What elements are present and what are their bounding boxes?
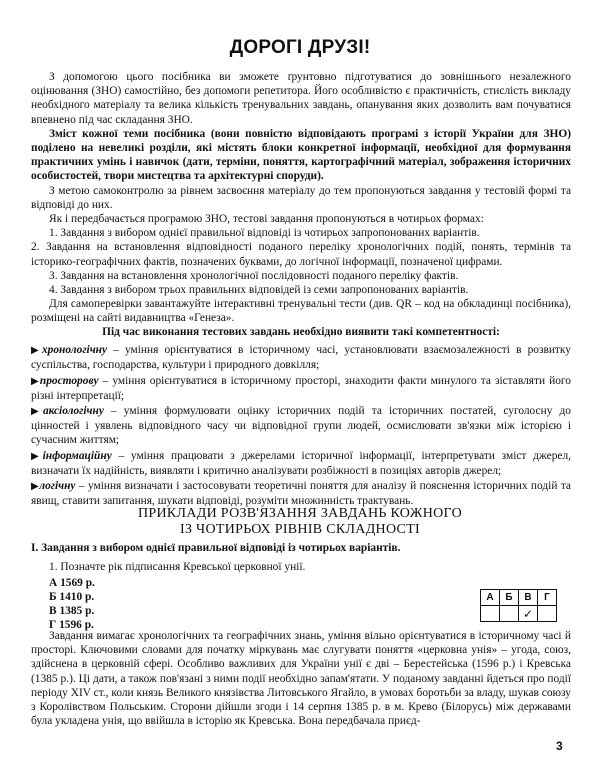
answer-grid [480,589,557,622]
answer-cell [538,606,557,622]
option-a: А 1569 р. [49,577,95,589]
competency-item: ▶інформаційну – уміння працювати з джерелами історичної інформації, інтерпретувати зміст джерел, визначати їх надійність, виявляти і критично аналізувати розбіжності в позиціях авторів джерел; [31,449,571,477]
intro-paragraph-4: Як і передбачається програмою ЗНО, тестові завдання пропонуються в чотирьох формах: [49,213,484,226]
intro-paragraph-3: З метою самоконтролю за рівнем засвоєння матеріалу до тем пропонуються завдання у тестовій формі та відповіді до них. [31,184,571,211]
grid-header-cell: Г [538,590,557,606]
intro-paragraph-1: З допомогою цього посібника ви зможете ґрунтовно підготуватися до зовнішнього незалежного оцінювання (ЗНО) самостійно, без допомоги репетитора. Його особливістю є практичність, стислість викладу необхідного матеріалу та велика кількість тренувальних завдань, опанування яких дозволить вам почуватися впевнено під час складання ЗНО. [31,71,571,126]
examples-title-line-1: ПРИКЛАДИ РОЗВ'ЯЗАННЯ ЗАВДАНЬ КОЖНОГО [138,506,462,521]
intro-section [31,70,571,326]
option-d: Г 1596 р. [49,619,94,631]
examples-title-line-2: ІЗ ЧОТИРЬОХ РІВНІВ СКЛАДНОСТІ [179,522,421,537]
competency-item: ▶хронологічну – уміння орієнтуватися в історичному часі, установлювати взаємозалежності в розвитку суспільства, господарства, культури і природного довкілля; [31,344,571,372]
competencies-heading: Під час виконання тестових завдань необхідно виявити такі компетентності: [102,326,500,338]
form-item-1: 1. Завдання з вибором однієї правильної відповіді із чотирьох запропонованих варіантів. [49,227,480,240]
competency-item: ▶просторову – уміння орієнтуватися в історичному просторі, знаходити факти минулого та зіставляти його різні інтерпретації; [31,374,571,402]
answer-grid-row [481,606,557,622]
examples-title [0,506,600,538]
explanation-paragraph: Завдання вимагає хронологічних та географічних знань, уміння вільно орієнтуватися в історичному часі й просторі. Ключовими словами для початку міркувань має слугувати поняття «церковна унія» – угода, союз, здійснена в церковній сфері. Особливо важливих для України унії є дві – Берестейська (1596 р.) і Кревська (1385 р.). Ці дати, а також пов'язані з ними події необхідно запам'ятати. У поданому завданні йдеться про події періоду XIV ст., коли князь Великого князівства Литовського Ягайло, в умовах боротьби за владу, шукав союзу з Королівством Польським. Сторони дійшли згоди і 14 серпня 1385 р. в м. Крево (Білорусь) між державами була укладена унія, що ввійшла в історію як Кревська. Вона передбачала приєд- [31,630,571,728]
intro-paragraph-2: Зміст кожної теми посібника (вони повністю відповідають програмі з історії України для ЗНО) поділено на невеликі розділи, які містять блоки конкретної інформації, необхідної для формування практичних умінь і навичок (дати, терміни, поняття, картографічний матеріал, зображення історичних особистостей, твори мистецтва та архітектурні споруди). [31,127,571,183]
form-item-2: 2. Завдання на встановлення відповідності поданого переліку хронологічних подій, понять, термінів та історико-географічних фактів, позначених буквами, до логічної інформації, позначеної цифрами. [31,241,571,268]
competencies-section [31,325,571,509]
arrow-right-icon: ▶ [31,375,40,387]
intro-paragraph-5: Для самоперевірки завантажуйте інтерактивні тренувальні тести (див. QR – код на обкладинці посібника), розміщені на сайті видавництва «Генеза». [31,298,571,325]
check-icon: ✓ [519,606,538,622]
answer-cell [481,606,500,622]
arrow-right-icon: ▶ [31,450,43,462]
grid-header-cell: А [481,590,500,606]
option-c: В 1385 р. [49,605,95,617]
form-item-3: 3. Завдання на встановлення хронологічної послідовності поданого переліку фактів. [49,269,459,282]
grid-header-cell: Б [500,590,519,606]
answer-grid-header [481,590,557,606]
option-b: Б 1410 р. [49,591,95,603]
arrow-right-icon: ▶ [31,481,40,493]
competency-item: ▶аксіологічну – уміння формулювати оцінку історичних подій та історичних постатей, суголосну до цінностей і уявлень відповідного часу чи відповідної групи людей, осмислювати зв'язки між історією і сучасним життям; [31,405,571,447]
arrow-right-icon: ▶ [31,345,42,357]
form-item-4: 4. Завдання з вибором трьох правильних відповідей із семи запропонованих варіантів. [49,284,469,297]
competency-item: ▶логічну – уміння визначати і застосовувати теоретичні поняття для аналізу й пояснення історичних подій та явищ, ставити запитання, шукати відповіді, розуміти множинність трактувань. [31,480,571,508]
answer-cell [500,606,519,622]
page-title: ДОРОГІ ДРУЗІ! [229,37,371,58]
grid-header-cell: В [519,590,538,606]
arrow-right-icon: ▶ [31,406,43,418]
explanation-section [31,629,571,728]
question-text: 1. Позначте рік підписання Кревської церковної унії. [49,561,306,573]
page-number: 3 [556,739,563,753]
section-heading: І. Завдання з вибором однієї правильної відповіді із чотирьох варіантів. [31,542,401,554]
